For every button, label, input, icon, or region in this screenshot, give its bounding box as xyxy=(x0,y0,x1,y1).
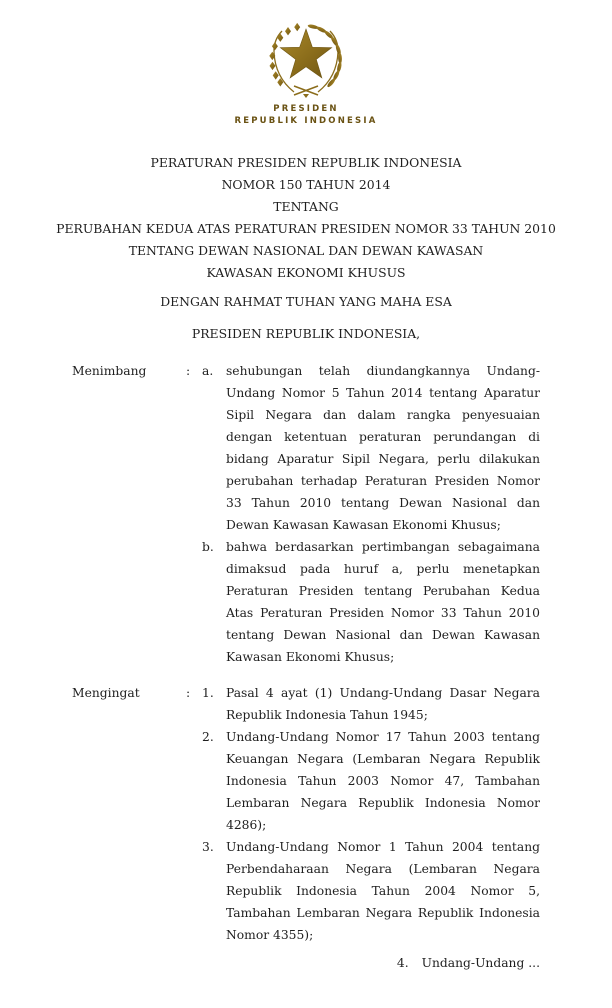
menimbang-section xyxy=(72,360,540,668)
invocation-line: DENGAN RAHMAT TUHAN YANG MAHA ESA xyxy=(160,294,452,309)
regulation-title xyxy=(0,152,612,284)
catchword-line xyxy=(0,952,540,974)
spacer-cell xyxy=(72,726,186,836)
mengingat-item-3-text: Undang-Undang Nomor 1 Tahun 2004 tentang Perbendaharaan Negara (Lembaran Negara Republik Indonesia Tahun 2004 Nomor 5, Tambahan Lembaran Negara Republik Indonesia Nomor 4355); xyxy=(226,840,540,942)
mengingat-item-2-marker: 2. xyxy=(202,730,214,744)
title-line-number: NOMOR 150 TAHUN 2014 xyxy=(221,177,391,192)
spacer-cell xyxy=(186,836,202,946)
wreath-crossed-stems xyxy=(294,86,318,98)
letterhead-republik-indonesia: REPUBLIK INDONESIA xyxy=(234,116,378,126)
title-line-subject-1: PERUBAHAN KEDUA ATAS PERATURAN PRESIDEN NOMOR 33 TAHUN 2010 xyxy=(56,221,556,236)
authority-line: PRESIDEN REPUBLIK INDONESIA, xyxy=(191,326,421,341)
mengingat-section xyxy=(72,682,540,946)
spacer-cell xyxy=(72,836,186,946)
title-line-subject-3: KAWASAN EKONOMI KHUSUS xyxy=(206,265,406,280)
star-icon xyxy=(280,29,331,78)
title-line-subject-2: TENTANG DEWAN NASIONAL DAN DEWAN KAWASAN xyxy=(128,243,484,258)
catchword-marker: 4. xyxy=(396,956,409,970)
title-line-regulation: PERATURAN PRESIDEN REPUBLIK INDONESIA xyxy=(150,155,462,170)
catchword-text: Undang-Undang ... xyxy=(421,956,540,970)
menimbang-label: Menimbang xyxy=(72,364,147,378)
menimbang-item-a-text: sehubungan telah diundangkannya Undang-Undang Nomor 5 Tahun 2014 tentang Aparatur Sipil Negara dan dalam rangka penyesuaian dengan ketentuan peraturan perundangan di bidang Aparatur Sipil Negara, perlu dilakukan perubahan terhadap Peraturan Presiden Nomor 33 Tahun 2010 tentang Dewan Nasional dan Dewan Kawasan Kawasan Ekonomi Khusus; xyxy=(226,364,540,532)
mengingat-label: Mengingat xyxy=(72,686,140,700)
spacer-cell xyxy=(72,536,186,668)
menimbang-item-b-marker: b. xyxy=(202,540,214,554)
mengingat-item-1-text: Pasal 4 ayat (1) Undang-Undang Dasar Negara Republik Indonesia Tahun 1945; xyxy=(226,686,540,722)
presidential-seal-icon xyxy=(260,10,352,100)
spacer-cell xyxy=(186,726,202,836)
letterhead xyxy=(0,103,612,127)
title-line-tentang: TENTANG xyxy=(273,199,339,214)
spacer-cell xyxy=(186,536,202,668)
mengingat-item-1-marker: 1. xyxy=(202,686,214,700)
menimbang-item-a-marker: a. xyxy=(202,364,214,378)
letterhead-presiden: PRESIDEN xyxy=(273,104,339,114)
mengingat-item-3-marker: 3. xyxy=(202,840,214,854)
mengingat-colon: : xyxy=(186,686,191,700)
menimbang-item-b-text: bahwa berdasarkan pertimbangan sebagaimana dimaksud pada huruf a, perlu menetapkan Peraturan Presiden tentang Perubahan Kedua Atas Peraturan Presiden Nomor 33 Tahun 2010 tentang Dewan Nasional dan Dewan Kawasan Kawasan Ekonomi Khusus; xyxy=(226,540,540,664)
menimbang-colon: : xyxy=(186,364,191,378)
mengingat-item-2-text: Undang-Undang Nomor 17 Tahun 2003 tentang Keuangan Negara (Lembaran Negara Republik Indonesia Tahun 2003 Nomor 47, Tambahan Lembaran Negara Republik Indonesia Nomor 4286); xyxy=(226,730,540,832)
